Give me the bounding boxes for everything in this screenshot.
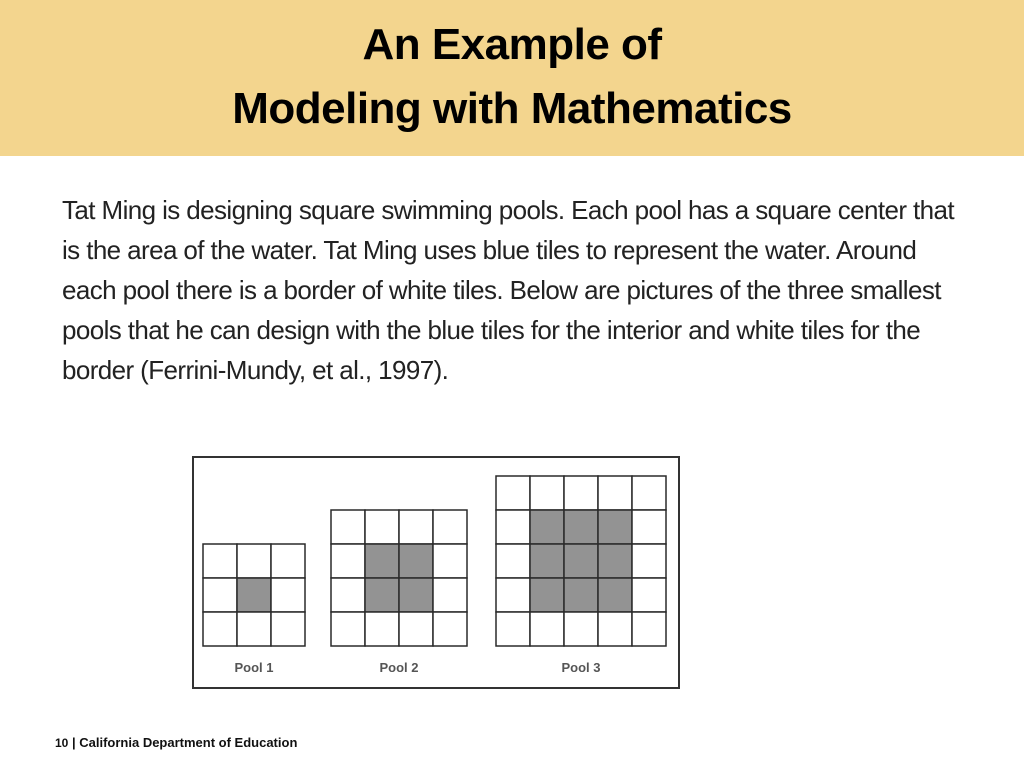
border-tile (331, 510, 365, 544)
pool-label: Pool 2 (379, 660, 419, 675)
water-tile (530, 578, 564, 612)
water-tile (365, 578, 399, 612)
border-tile (331, 612, 365, 646)
page-number: 10 (55, 736, 69, 750)
border-tile (203, 578, 237, 612)
border-tile (433, 510, 467, 544)
border-tile (399, 510, 433, 544)
water-tile (564, 578, 598, 612)
border-tile (598, 476, 632, 510)
border-tile (564, 612, 598, 646)
slide-title-line-2: Modeling with Mathematics (232, 84, 792, 133)
border-tile (237, 612, 271, 646)
problem-description: Tat Ming is designing square swimming pools. Each pool has a square center that is the area of the water. Tat Ming uses blue tiles to represent the water. Around each pool there is a border of white tiles. Below are pictures of the three smallest pools that he can design with the blue tiles for the interior and white tiles for the border (Ferrini-Mundy, et al., 1997). (62, 195, 955, 385)
water-tile (365, 544, 399, 578)
water-tile (530, 544, 564, 578)
border-tile (496, 612, 530, 646)
footer-organization: California Department of Education (79, 735, 298, 750)
border-tile (598, 612, 632, 646)
pool-label: Pool 3 (561, 660, 601, 675)
border-tile (632, 476, 666, 510)
water-tile (598, 510, 632, 544)
border-tile (496, 544, 530, 578)
border-tile (496, 510, 530, 544)
water-tile (564, 544, 598, 578)
border-tile (632, 544, 666, 578)
slide-title-line-1: An Example of (362, 20, 662, 69)
footer-separator: | (71, 735, 76, 750)
border-tile (203, 612, 237, 646)
border-tile (433, 544, 467, 578)
border-tile (433, 578, 467, 612)
water-tile (598, 544, 632, 578)
footer (55, 735, 297, 750)
border-tile (433, 612, 467, 646)
water-tile (237, 578, 271, 612)
border-tile (564, 476, 598, 510)
border-tile (271, 544, 305, 578)
border-tile (271, 612, 305, 646)
border-tile (365, 510, 399, 544)
water-tile (564, 510, 598, 544)
border-tile (632, 510, 666, 544)
border-tile (331, 544, 365, 578)
border-tile (496, 578, 530, 612)
border-tile (237, 544, 271, 578)
border-tile (271, 578, 305, 612)
pool-3 (496, 476, 666, 675)
border-tile (399, 612, 433, 646)
water-tile (598, 578, 632, 612)
border-tile (496, 476, 530, 510)
water-tile (399, 544, 433, 578)
border-tile (530, 476, 564, 510)
border-tile (331, 578, 365, 612)
border-tile (203, 544, 237, 578)
border-tile (632, 578, 666, 612)
border-tile (530, 612, 564, 646)
border-tile (365, 612, 399, 646)
water-tile (399, 578, 433, 612)
border-tile (632, 612, 666, 646)
water-tile (530, 510, 564, 544)
pool-label: Pool 1 (234, 660, 274, 675)
